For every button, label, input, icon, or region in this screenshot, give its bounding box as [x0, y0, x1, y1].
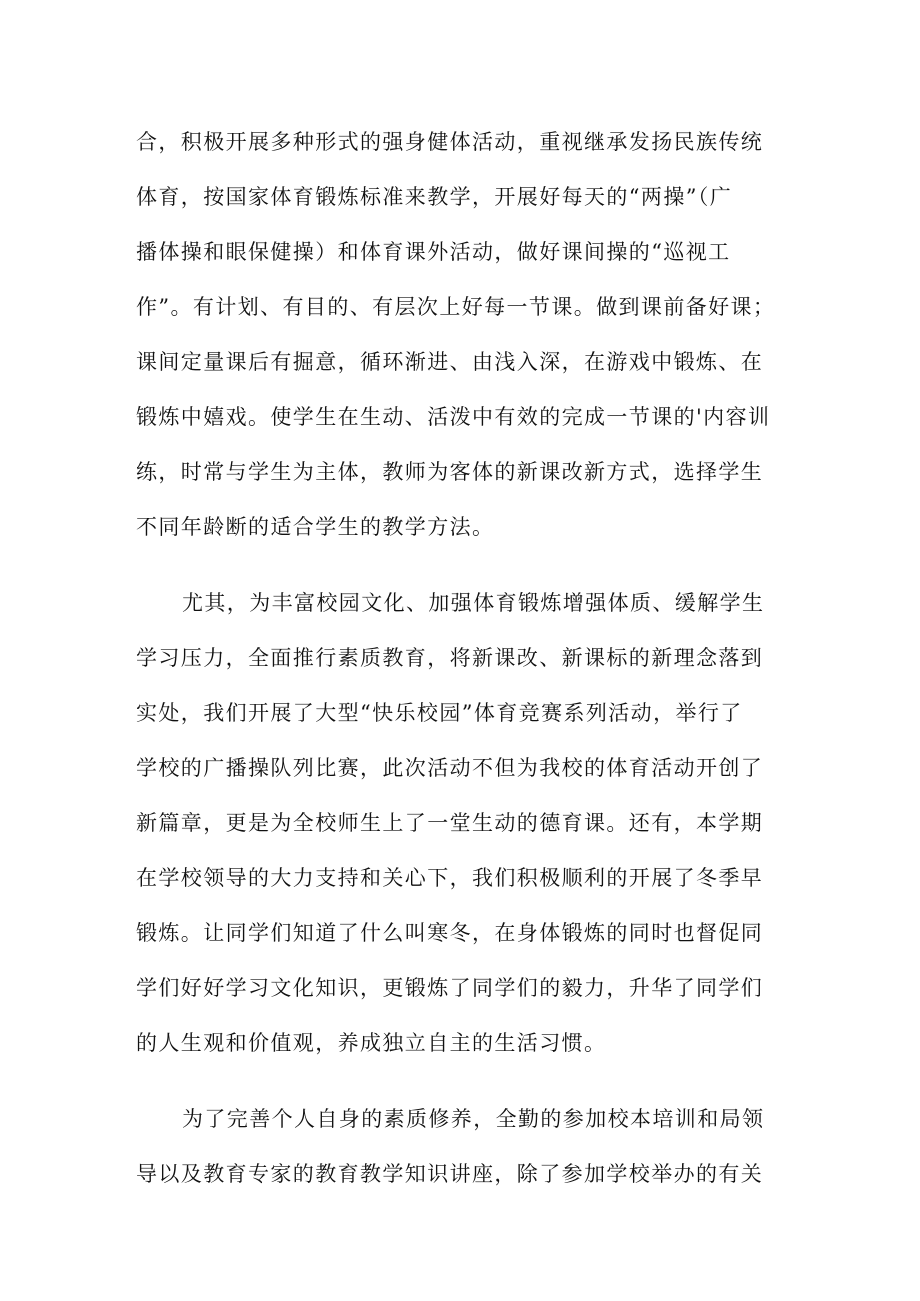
text-line: 学校的广播操队列比赛，此次活动不但为我校的体育活动开创了 — [136, 756, 764, 780]
text-line: 新篇章，更是为全校师生上了一堂生动的德育课。还有，本学期 — [136, 811, 764, 835]
text-line: 的人生观和价值观，养成独立自主的生活习惯。 — [136, 1031, 607, 1055]
text-line: 为了完善个人自身的素质修养，全勤的参加校本培训和局领 — [182, 1107, 765, 1131]
text-line: 体育，按国家体育锻炼标准来教学，开展好每天的“两操”（广 — [136, 185, 733, 209]
text-line: 学们好好学习文化知识，更锻炼了同学们的毅力，升华了同学们 — [136, 976, 764, 1000]
text-line: 不同年龄断的适合学生的教学方法。 — [136, 515, 495, 539]
text-line: 尤其，为丰富校园文化、加强体育锻炼增强体质、缓解学生 — [182, 591, 765, 615]
text-line: 在学校领导的大力支持和关心下，我们积极顺利的开展了冬季早 — [136, 866, 764, 890]
text-line: 实处，我们开展了大型“快乐校园”体育竞赛系列活动，举行了 — [136, 701, 743, 725]
text-line: 作”。有计划、有目的、有层次上好每一节课。做到课前备好课； — [136, 295, 776, 319]
text-line: 播体操和眼保健操）和体育课外活动，做好课间操的“巡视工 — [136, 240, 731, 264]
text-line: 课间定量课后有掘意，循环渐进、由浅入深，在游戏中锻炼、在 — [136, 350, 764, 374]
text-line: 锻炼中嬉戏。使学生在生动、活泼中有效的完成一节课的'内容训 — [136, 405, 771, 429]
text-line: 练，时常与学生为主体，教师为客体的新课改新方式，选择学生 — [136, 460, 764, 484]
text-line: 锻炼。让同学们知道了什么叫寒冬，在身体锻炼的同时也督促同 — [136, 921, 764, 945]
text-line: 学习压力，全面推行素质教育，将新课改、新课标的新理念落到 — [136, 646, 764, 670]
text-line: 导以及教育专家的教育教学知识讲座，除了参加学校举办的有关 — [136, 1162, 764, 1186]
text-line: 合，积极开展多种形式的强身健体活动，重视继承发扬民族传统 — [136, 130, 764, 154]
